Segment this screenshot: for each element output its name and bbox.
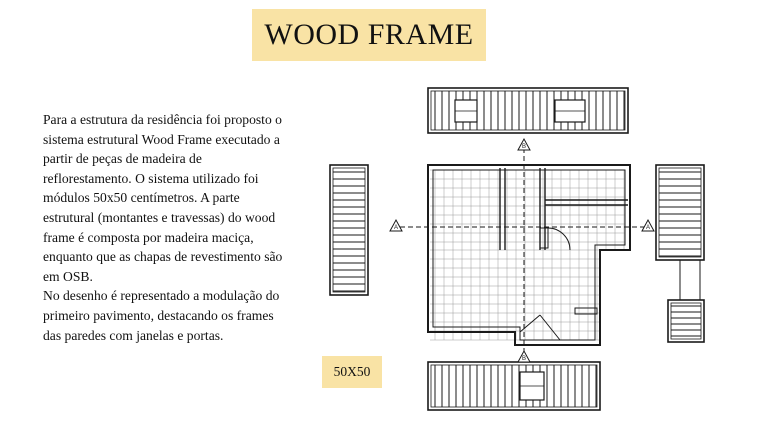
frame-outline [330, 165, 368, 295]
module-label: 50X50 [333, 364, 371, 379]
section-mark-a-right [642, 220, 654, 231]
frame-plate [659, 168, 701, 257]
frame-plate [333, 168, 365, 292]
frame-plate [671, 303, 701, 339]
section-label: A [645, 225, 651, 231]
section-mark-a-left [390, 220, 402, 231]
section-label: B [521, 356, 527, 362]
door-swing [548, 228, 570, 250]
frame-south [428, 362, 600, 410]
section-mark-b-top [518, 139, 530, 150]
section-label: B [521, 144, 527, 150]
description-paragraph-1: Para a estrutura da residência foi proposto o sistema estrutural Wood Frame executado a partir de peças de madeira de reflorestamento. O sistema utilizado foi módulos 50x50 centímetros. A parte estrutural (montantes e travessas) do wood frame é composta por madeira maciça, enquanto que as chapas de revestimento são em OSB. [43, 112, 283, 284]
door-frame [540, 228, 548, 248]
page-title: WOOD FRAME [264, 18, 474, 51]
frame-west [330, 165, 368, 295]
description-paragraph-2: No desenho é representado a modulação do primeiro pavimento, destacando os frames das paredes com janelas e portas. [43, 288, 280, 343]
frame-north [428, 88, 628, 133]
door-swing [520, 315, 560, 340]
exterior-wall [428, 165, 630, 345]
frame-outline [428, 362, 600, 410]
frame-east-lower [668, 300, 704, 342]
section-mark-b-bottom [518, 351, 530, 362]
section-label: A [393, 225, 399, 231]
floor-plan [428, 165, 630, 345]
frame-east-upper [656, 165, 704, 260]
